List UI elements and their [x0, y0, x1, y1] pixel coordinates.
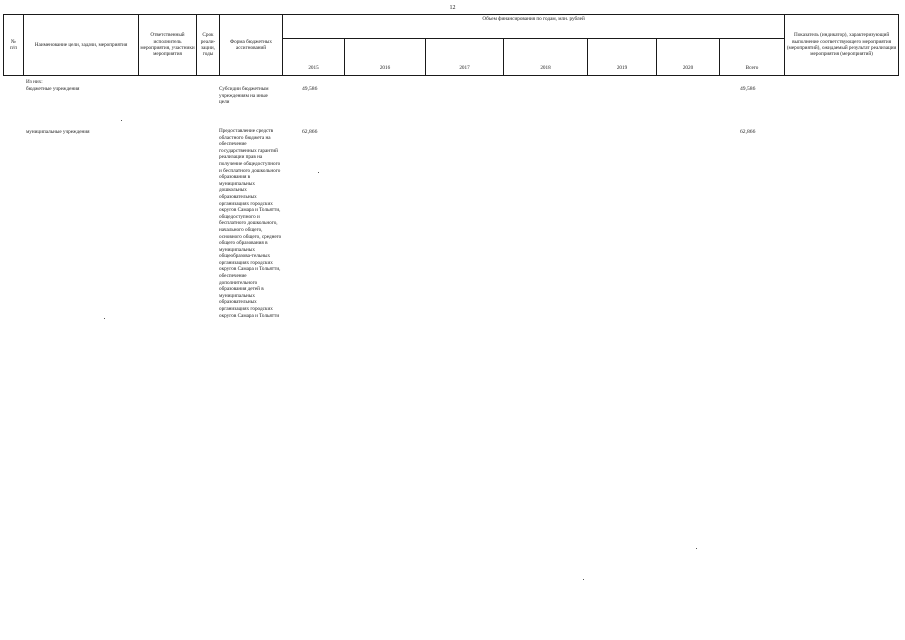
header-name: Наименование цели, задачи, мероприятия — [24, 15, 139, 76]
page-number: 12 — [449, 5, 456, 11]
row1-value-2015: 49,586 — [302, 86, 318, 92]
header-year-2020: 2020 — [657, 39, 720, 76]
header-year-2019: 2019 — [588, 39, 657, 76]
of-which-label: Из них: — [26, 79, 43, 85]
scan-speck — [318, 172, 319, 173]
header-executor: Ответственный исполнитель мероприятия, участники мероприятия — [139, 15, 197, 76]
header-total: Всего — [720, 39, 785, 76]
header-indicator: Показатель (индикатор), характеризующий выполнение соответствующего мероприятия (мероприятий), ожидаемый результат реализации мероприятия (мероприятий) — [785, 15, 899, 76]
header-term: Срок реали-зации, годы — [197, 15, 220, 76]
header-form: Форма бюджетных ассигнований — [220, 15, 283, 76]
header-year-2017: 2017 — [426, 39, 504, 76]
row1-name: бюджетные учреждения — [26, 86, 80, 92]
scan-speck — [583, 579, 584, 580]
scan-speck — [696, 548, 697, 549]
header-year-2018: 2018 — [504, 39, 588, 76]
row1-form: Субсидии бюджетным учреждениям на иные цели — [219, 86, 269, 105]
row2-total: 62,866 — [740, 129, 756, 135]
scan-speck — [104, 318, 105, 319]
header-number: № п/п — [4, 15, 24, 76]
header-year-2016: 2016 — [345, 39, 426, 76]
row1-total: 49,586 — [740, 86, 756, 92]
header-year-2015: 2015 — [283, 39, 345, 76]
row2-value-2015: 62,866 — [302, 129, 318, 135]
row2-form: Предоставление средств областного бюджета на обеспечение государственных гарантий реализации прав на получение общедоступного и бесплатного дошкольного образования в муниципальных дошкольных образовательных организациях городских округов Самара и Тольятти, общедоступного и бесплатного дошкольного, начального общего, основного общего, среднего общего образования в муниципальных общеобразова-тельных организациях городских округов Самара и Тольятти, обеспечение дополнительного образования детей в муниципальных образовательных организациях городских округов Самара и Тольятти — [219, 128, 282, 319]
scan-speck — [121, 120, 122, 121]
budget-table-header — [3, 14, 899, 76]
header-funding-group: Объем финансирования по годам, млн. рублей — [283, 15, 785, 39]
row2-name: муниципальные учреждения — [26, 129, 90, 135]
